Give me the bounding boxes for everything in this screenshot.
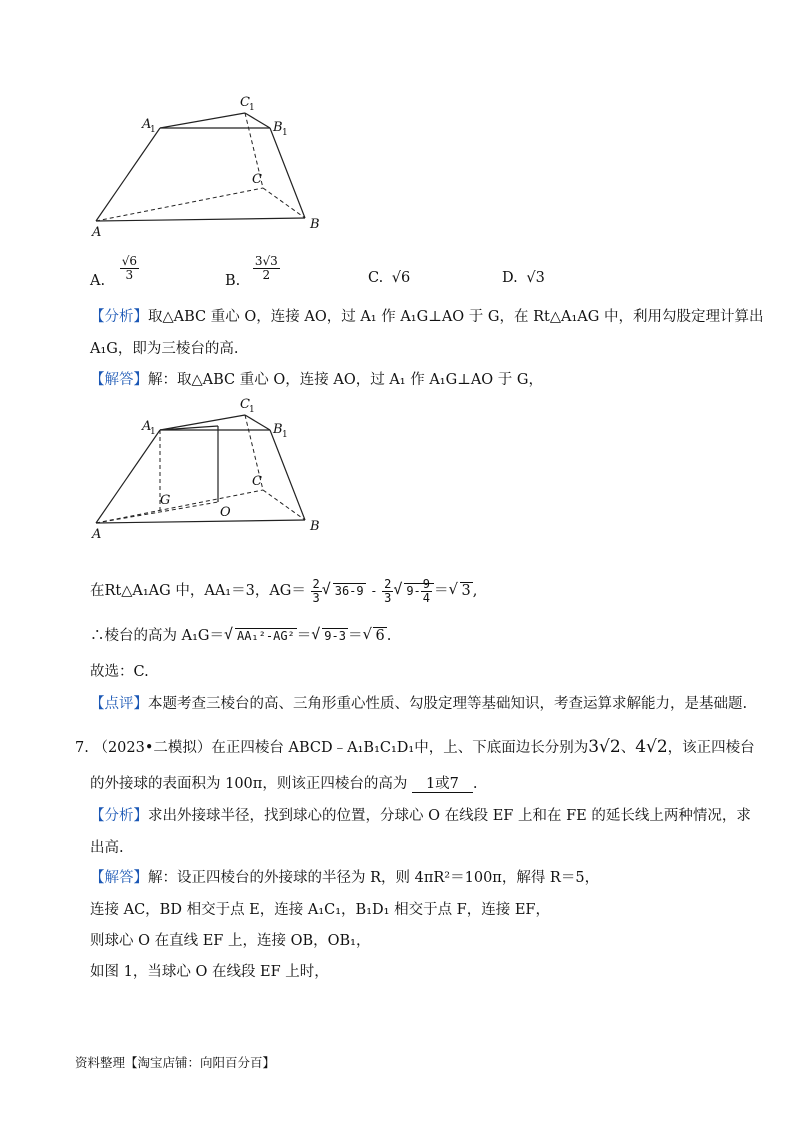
q7-answer-text4: 如图 1，当球心 O 在线段 EF 上时， xyxy=(90,964,329,980)
figure-frustum-2 xyxy=(80,390,340,545)
q6-height-root xyxy=(224,626,297,646)
q6-comment-line xyxy=(90,694,747,714)
label2-O: O xyxy=(220,505,231,520)
label-A1-sub: 1 xyxy=(150,125,156,135)
q7-answer-tag: 【解答】 xyxy=(90,870,148,886)
option-b xyxy=(225,254,280,289)
option-a-fraction xyxy=(120,255,139,282)
q7-answer-line1 xyxy=(90,868,599,888)
q7-stem-l1b: ，该正四棱台 xyxy=(667,740,755,756)
q6-height-res: 6 xyxy=(375,628,385,644)
q6-calc-r1: 36-9 xyxy=(334,584,364,598)
label2-B1: B xyxy=(273,422,283,437)
label2-C1-sub: 1 xyxy=(249,405,255,415)
q7-analysis-text2: 出高. xyxy=(90,840,124,856)
q6-calc-res: 3 xyxy=(461,583,471,599)
q7-analysis-text1: 求出外接球半径，找到球心的位置，分球心 O 在线段 EF 上和在 FE 的延长线上两种情况，求 xyxy=(148,808,751,824)
q6-calc-r2a: 9- xyxy=(406,584,421,598)
q7-analysis-tag: 【分析】 xyxy=(90,808,148,824)
q7-stem-l1a: （2023•二模拟）在正四棱台 ABCD﹣A₁B₁C₁D₁中，上、下底面边长分别为 xyxy=(93,740,589,756)
q6-calc-root1 xyxy=(322,576,366,606)
q6-calc-result xyxy=(449,576,473,606)
q6-analysis-text1: 取△ABC 重心 O，连接 AO，过 A₁ 作 A₁G⊥AO 于 G，在 Rt△A₁AG 中，利用勾股定理计算出 xyxy=(148,309,764,325)
q6-comment-tag: 【点评】 xyxy=(90,696,148,712)
q6-analysis-tag: 【分析】 xyxy=(90,309,148,325)
option-a xyxy=(90,254,139,289)
q6-height-r2: 9-3 xyxy=(324,629,346,643)
q6-height-eq1: ＝ xyxy=(296,628,312,644)
q6-answer-tag: 【解答】 xyxy=(90,372,148,388)
option-a-den: 3 xyxy=(125,268,134,282)
option-a-num: √6 xyxy=(121,254,137,268)
q7-sep: 、 xyxy=(620,740,636,756)
q6-answer-line1 xyxy=(90,370,543,390)
q6-calc-minus: - xyxy=(370,584,378,598)
label-B1-sub: 1 xyxy=(282,128,288,138)
q7-edge1: 3√2 xyxy=(588,737,621,757)
q6-calc-frac2 xyxy=(382,578,393,605)
q6-height-result xyxy=(362,626,386,646)
q7-stem-line1 xyxy=(75,737,755,758)
q6-answer-text1: 解：取△ABC 重心 O，连接 AO，过 A₁ 作 A₁G⊥AO 于 G， xyxy=(148,372,543,388)
q6-calc-prefix: 在Rt△A₁AG 中，AA₁＝3，AG＝ xyxy=(90,583,306,599)
q7-stem-l2b: . xyxy=(472,776,478,792)
q6-comment-text: 本题考查三棱台的高、三角形重心性质、勾股定理等基础知识，考查运算求解能力，是基础题. xyxy=(148,696,748,712)
label-C: C xyxy=(252,172,262,187)
label2-G: G xyxy=(160,493,171,508)
label2-C: C xyxy=(252,474,262,489)
option-c-label: C. xyxy=(368,270,384,286)
option-b-num: 3√3 xyxy=(254,254,278,268)
label-A: A xyxy=(92,225,102,238)
q6-calc-r2d: 4 xyxy=(422,591,431,605)
q6-height-rad: AA₁²-AG² xyxy=(236,629,295,643)
label2-C1: C xyxy=(240,397,250,412)
q6-height-line xyxy=(90,626,391,646)
q6-calc-line xyxy=(90,576,477,606)
q6-calc-r2n: 9 xyxy=(422,577,431,591)
q7-edge2: 4√2 xyxy=(635,737,668,757)
q7-stem-line2 xyxy=(90,774,478,794)
q6-choice: 故选：C. xyxy=(90,664,149,680)
q6-height-eq2: ＝ xyxy=(347,628,363,644)
label-C1-sub: 1 xyxy=(249,103,255,113)
option-b-label: B. xyxy=(225,272,241,289)
option-b-fraction xyxy=(253,255,280,282)
q6-calc-frac1 xyxy=(311,578,322,605)
q6-analysis-text2: A₁G，即为三棱台的高. xyxy=(90,341,239,357)
q6-calc-f2n: 2 xyxy=(384,576,392,591)
q6-height-end: . xyxy=(386,628,392,644)
q6-calc-f1n: 2 xyxy=(312,576,320,591)
label-A1: A xyxy=(142,117,152,132)
q7-analysis-line1 xyxy=(90,806,751,826)
q7-stem-l2a: 的外接球的表面积为 100π，则该正四棱台的高为 xyxy=(90,776,408,792)
label2-A: A xyxy=(92,527,102,542)
figure-frustum-1 xyxy=(80,88,340,238)
label2-B: B xyxy=(310,519,320,534)
label2-B1-sub: 1 xyxy=(282,430,288,440)
option-c xyxy=(368,270,410,286)
q6-calc-eq: ＝ xyxy=(434,583,449,599)
q6-calc-end: , xyxy=(472,583,478,599)
page-footer: 资料整理【淘宝店铺：向阳百分百】 xyxy=(75,1055,276,1070)
q6-height-root2 xyxy=(311,626,348,646)
q7-answer-blank: 1或7 xyxy=(412,776,473,793)
q6-analysis-line1 xyxy=(90,307,763,327)
label2-A1-sub: 1 xyxy=(150,427,156,437)
option-b-den: 2 xyxy=(262,268,271,282)
label-C1: C xyxy=(240,95,250,110)
option-d-label: D. xyxy=(502,270,518,286)
option-c-value: √6 xyxy=(391,270,411,286)
label2-A1: A xyxy=(142,419,152,434)
q6-calc-f1d: 3 xyxy=(312,590,320,605)
q7-answer-text3: 则球心 O 在直线 EF 上，连接 OB，OB₁， xyxy=(90,933,371,949)
label-B1: B xyxy=(273,120,283,135)
option-a-label: A. xyxy=(90,272,106,289)
option-d xyxy=(502,270,545,286)
q6-calc-root2 xyxy=(393,576,434,606)
q7-answer-text2: 连接 AC，BD 相交于点 E，连接 A₁C₁，B₁D₁ 相交于点 F，连接 EF， xyxy=(90,902,550,918)
q6-height-prefix: ∴棱台的高为 A₁G＝ xyxy=(90,628,224,644)
q6-calc-f2d: 3 xyxy=(384,590,392,605)
q6-calc-r2-frac xyxy=(421,578,432,605)
option-d-value: √3 xyxy=(526,270,545,286)
q7-number: 7. xyxy=(75,740,89,756)
q7-answer-text1: 解：设正四棱台的外接球的半径为 R，则 4πR²＝100π，解得 R＝5， xyxy=(148,870,600,886)
label-B: B xyxy=(310,217,320,232)
